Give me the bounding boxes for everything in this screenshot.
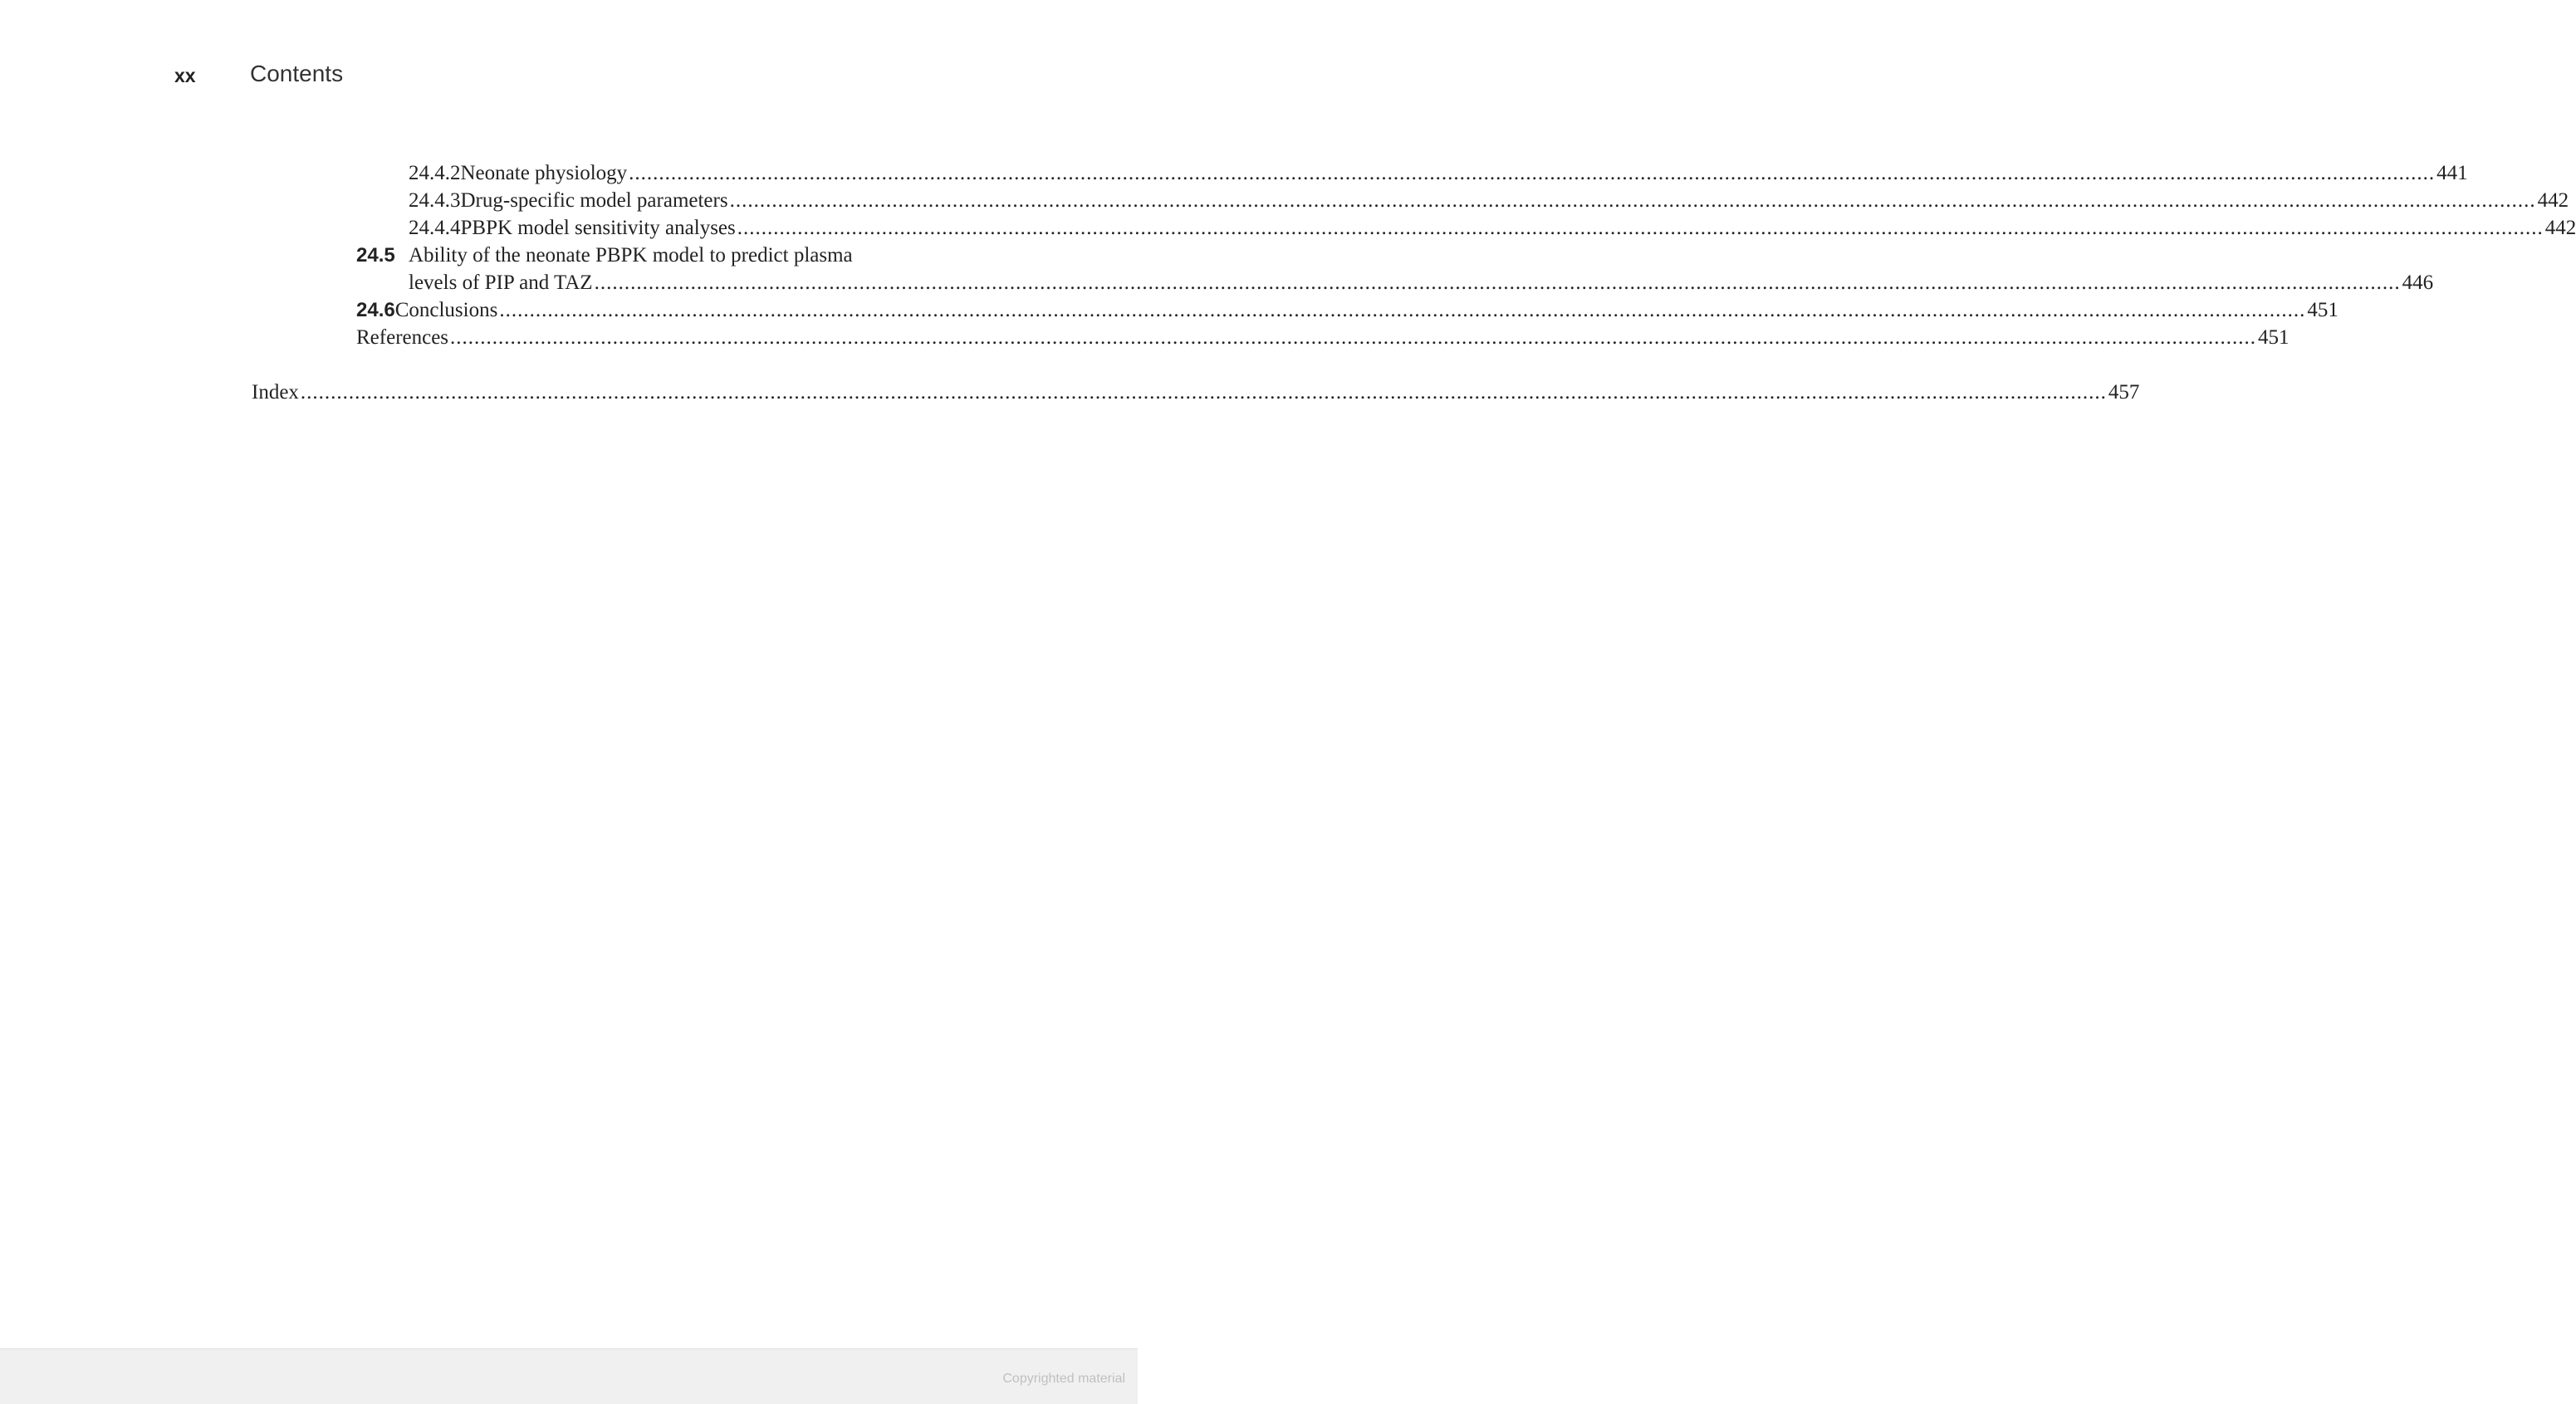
dot-leader: ............................................................................................................................................................................................................................................................................................................ <box>450 326 2257 349</box>
page-reference: 442 <box>2544 217 2576 239</box>
dot-leader: ............................................................................................................................................................................................................................................................................................................ <box>737 217 2544 239</box>
dot-leader: ............................................................................................................................................................................................................................................................................................................ <box>499 299 2306 321</box>
section-title: PBPK model sensitivity analyses <box>460 217 736 239</box>
section-title: References <box>356 326 449 349</box>
section-title: Index <box>252 381 299 404</box>
page-reference: 442 <box>2537 189 2569 212</box>
toc-entry <box>356 298 2338 323</box>
section-number: 24.5 <box>356 244 395 267</box>
dot-leader: ............................................................................................................................................................................................................................................................................................................ <box>729 189 2536 212</box>
toc-entry <box>356 243 957 268</box>
section-number: 24.4.4 <box>409 217 461 239</box>
toc-entry <box>409 188 2569 213</box>
page-number: xx <box>174 65 196 86</box>
dot-leader: ............................................................................................................................................................................................................................................................................................................ <box>594 272 2401 294</box>
toc-entry-continuation <box>409 271 2434 296</box>
section-title: Ability of the neonate PBPK model to predict plasma <box>409 244 853 267</box>
section-number: 24.4.3 <box>409 189 461 212</box>
toc-entry <box>356 325 2290 350</box>
page-reference: 457 <box>2108 381 2140 404</box>
dot-leader: ............................................................................................................................................................................................................................................................................................................ <box>629 162 2436 184</box>
toc-entry <box>409 216 2576 241</box>
running-title: Contents <box>250 61 344 86</box>
page-reference: 441 <box>2436 162 2468 184</box>
section-number: 24.4.2 <box>409 162 461 184</box>
section-number: 24.6 <box>356 299 395 321</box>
section-title: Drug-specific model parameters <box>460 189 728 212</box>
page-reference: 446 <box>2402 272 2434 294</box>
footer-bar <box>0 1348 1138 1404</box>
toc-entry <box>409 161 2468 186</box>
toc-entry <box>252 380 2140 405</box>
dot-leader: ............................................................................................................................................................................................................................................................................................................ <box>300 381 2107 404</box>
section-title: Conclusions <box>394 299 498 321</box>
copyright-notice: Copyrighted material <box>1002 1372 1125 1386</box>
page-reference: 451 <box>2258 326 2290 349</box>
page-reference: 451 <box>2307 299 2338 321</box>
section-title: levels of PIP and TAZ <box>409 272 593 294</box>
section-title: Neonate physiology <box>460 162 628 184</box>
